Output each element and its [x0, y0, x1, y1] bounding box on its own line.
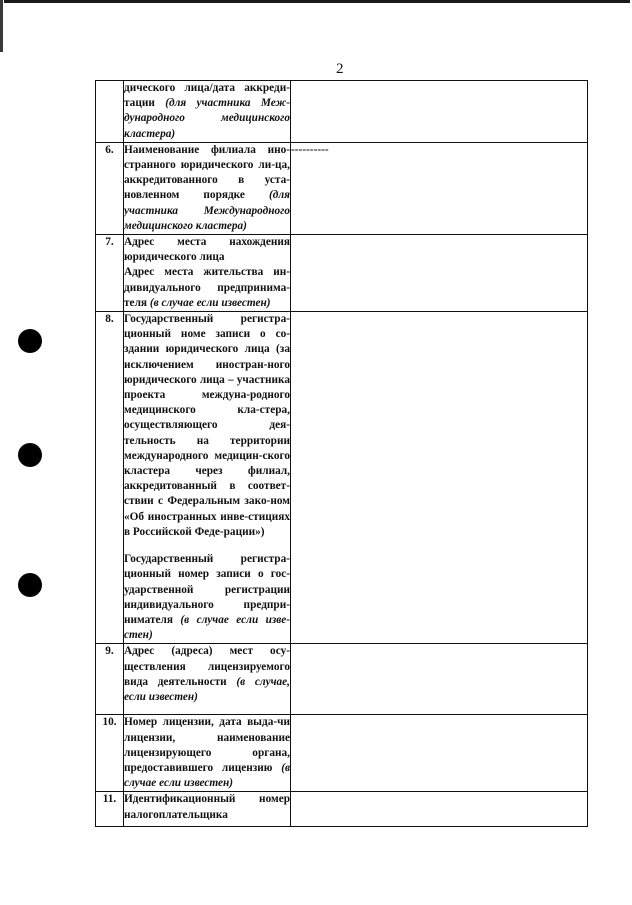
row-label: Идентификационный номер налогоплательщика — [124, 793, 290, 821]
row-value — [291, 715, 588, 792]
row-value: ---------- — [291, 142, 588, 234]
table-row — [96, 792, 588, 827]
row-description — [124, 81, 291, 143]
table-row — [96, 142, 588, 234]
row-label-secondary: Государственный регистра-ционный номер записи о гос-ударственной регистрации индивидуального предпри-нимателя — [124, 553, 290, 626]
row-value — [291, 644, 588, 715]
table-row — [96, 235, 588, 312]
row-value — [291, 312, 588, 644]
row-value — [291, 792, 588, 827]
row-label-secondary: Адрес места жительства ин-дивидуального предпринима-теля — [124, 266, 290, 309]
row-description — [124, 715, 291, 792]
row-number: 7. — [96, 235, 124, 312]
scan-border-top — [4, 0, 630, 3]
punch-hole-icon — [18, 443, 42, 467]
page-number: 2 — [336, 61, 344, 77]
row-note: (в случае если известен) — [124, 761, 290, 790]
row-number: 8. — [96, 312, 124, 644]
row-note: (в случае если изве-стен) — [124, 613, 290, 642]
scan-border-left — [0, 0, 3, 52]
row-number: 9. — [96, 644, 124, 715]
row-note: (в случае, если известен) — [124, 675, 290, 703]
punch-hole-icon — [18, 329, 42, 353]
row-note: (для участника Меж-дународного медицинского кластера) — [124, 97, 291, 140]
row-number — [96, 81, 124, 143]
row-description — [124, 644, 291, 715]
row-label: Номер лицензии, дата выда-чи лицензии, наименование лицензирующего органа, предоставившего лицензию — [124, 716, 290, 774]
row-description — [124, 235, 291, 312]
row-number: 10. — [96, 715, 124, 792]
row-label: дического лица/дата аккреди-тации — [124, 82, 290, 110]
row-number: 6. — [96, 142, 124, 234]
row-label: Адрес (адреса) мест осу-ществления лицензируемого вида деятельности — [124, 645, 290, 688]
row-description — [124, 792, 291, 827]
punch-hole-icon — [18, 573, 42, 597]
row-label: Государственный регистра-ционный номе записи о со-здании юридического лица (за исключением иностран-ного юридического лица – участника проекта междуна-родного медицинского кла-стера, осуществляющего дея-тельность на территории международного медицин-ского кластера через филиал, аккредитованный в соответ-ствии с Федеральным зако-ном «Об иностранных инве-стициях в Российской Феде-рации») — [124, 313, 290, 538]
table-row — [96, 312, 588, 644]
row-note: (в случае если известен) — [149, 296, 271, 309]
row-label: Наименование филиала ино-странного юридического ли-ца, аккредитованного в уста-новленном порядке — [124, 143, 290, 202]
paragraph-gap — [124, 540, 290, 552]
form-table — [95, 80, 588, 827]
row-value — [291, 235, 588, 312]
row-number: 11. — [96, 792, 124, 827]
table-row — [96, 81, 588, 143]
table-row — [96, 644, 588, 715]
row-note: (для участника Международного медицинского кластера) — [124, 189, 290, 232]
row-value — [291, 81, 588, 143]
row-description — [124, 142, 291, 234]
row-label: Адрес места нахождения юридического лица — [124, 236, 290, 264]
row-description — [124, 312, 291, 644]
table-row — [96, 715, 588, 792]
